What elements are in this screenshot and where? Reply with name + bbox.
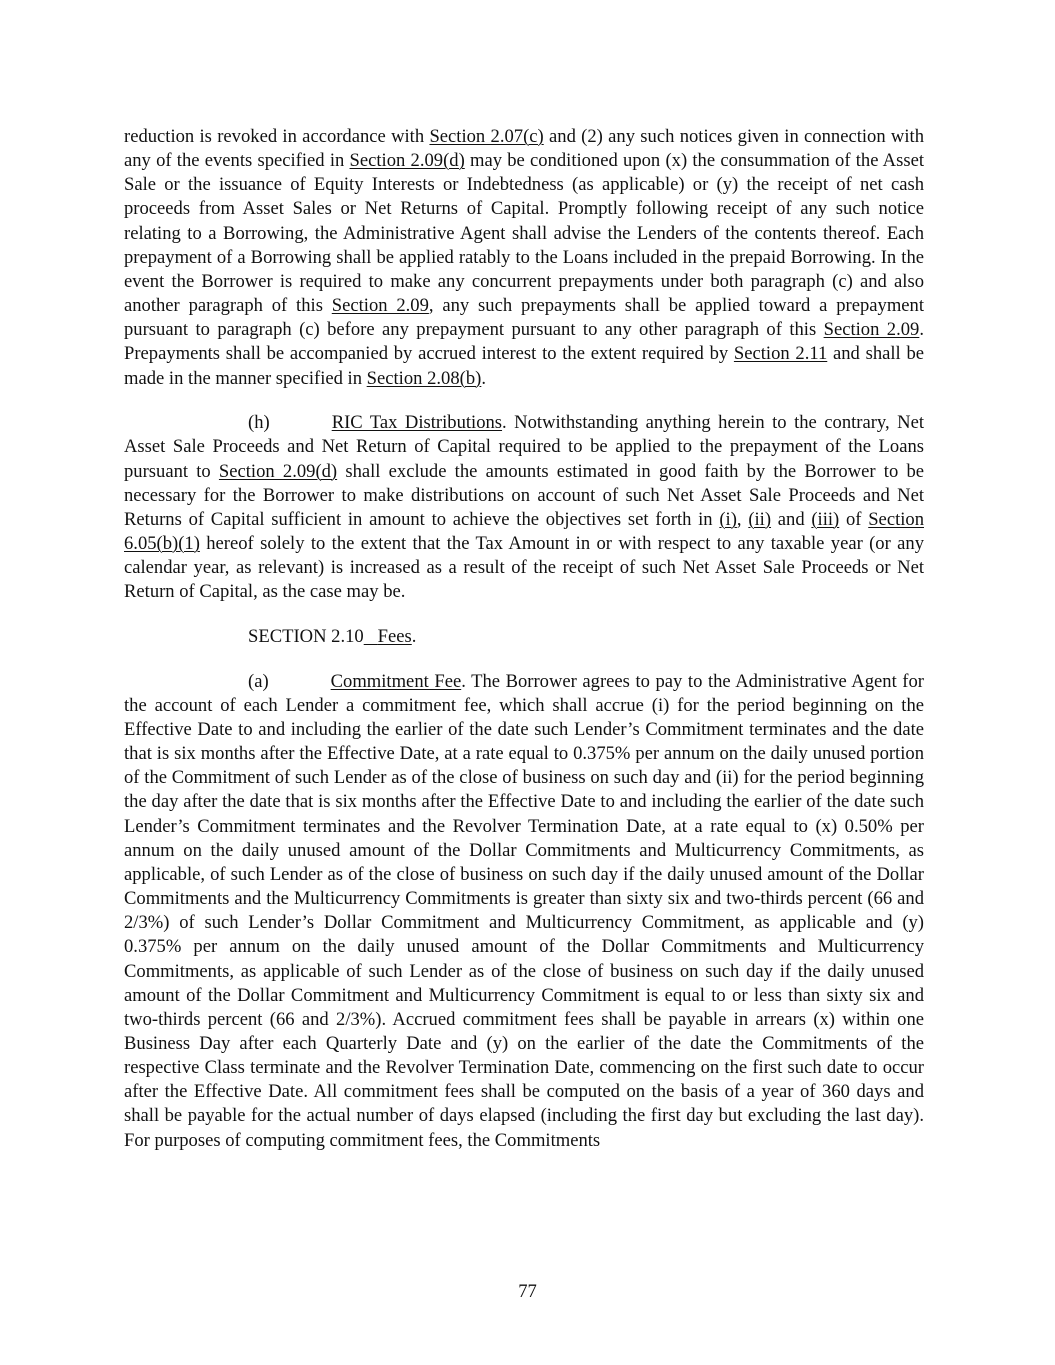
text-span: hereof solely to the extent that the Tax Amount in or with respect to any taxable year (or any calendar year, as relevant) is increased as a result of the receipt of such Net Asset Sale Proceeds or Net Return of Capital, as the case may be. xyxy=(124,533,924,603)
cross-reference: Section 2.09 xyxy=(823,319,920,341)
text-span: shall exclude the amounts estimated in good faith by the Borrower to be necessary for the Borrower to make distributions on account of such Net Asset Sale Proceeds and Net Returns of Capital sufficient in amount to achieve the objectives set forth in xyxy=(124,460,925,530)
cross-reference: Section 2.09 xyxy=(331,295,429,317)
cross-reference: (ii) xyxy=(748,508,772,530)
text-span: , xyxy=(736,508,749,530)
cross-reference: Section 2.08(b) xyxy=(366,367,482,389)
section-heading xyxy=(124,625,924,649)
text-span: . xyxy=(481,367,486,389)
text-span: . Notwithstanding anything herein to the contrary, Net Asset Sale Proceeds and Net Return of Capital required to be applied to the prepayment of the Loans pursuant to xyxy=(124,412,924,482)
text-span: reduction is revoked in accordance with xyxy=(124,126,430,147)
paragraph-continuation xyxy=(124,125,924,391)
document-page xyxy=(124,125,924,1153)
paragraph-h-ric-tax-distributions xyxy=(124,411,924,604)
paragraph-label: (h) xyxy=(248,412,270,434)
section-title: Fees xyxy=(377,625,412,647)
text-span: and xyxy=(771,508,812,530)
cross-reference: Section 2.11 xyxy=(733,343,828,365)
paragraph-heading: Commitment Fee xyxy=(330,670,462,692)
paragraph-a-commitment-fee xyxy=(124,670,924,1153)
cross-reference: Section 2.09(d) xyxy=(349,150,465,172)
cross-reference: Section 6.05(b)(1) xyxy=(124,508,924,554)
cross-reference: Section 2.09(d) xyxy=(218,460,338,482)
text-span: . xyxy=(411,625,417,647)
text-span: of xyxy=(839,508,869,530)
text-span: . Prepayments shall be accompanied by accrued interest to the extent required by xyxy=(124,319,924,365)
text-span: , any such prepayments shall be applied toward a prepayment pursuant to paragraph (c) before any prepayment pursuant to any other paragraph of this xyxy=(124,295,924,341)
paragraph-heading: RIC Tax Distributions xyxy=(331,412,503,434)
section-number: SECTION 2.10 xyxy=(248,625,364,647)
text-span: may be conditioned upon (x) the consummation of the Asset Sale or the issuance of Equity Interests or Indebtedness (as applicable) or (y) the receipt of net cash proceeds from Asset Sales or Net Returns of Capital. Promptly following receipt of any such notice relating to a Borrowing, the Administrative Agent shall advise the Lenders of the contents thereof. Each prepayment of a Borrowing shall be applied ratably to the Loans included in the prepaid Borrowing. In the event the Borrower is required to make any concurrent prepayments under both paragraph (c) and also another paragraph of this xyxy=(124,150,924,317)
cross-reference: (i) xyxy=(719,508,737,530)
paragraph-label: (a) xyxy=(248,670,269,692)
cross-reference: (iii) xyxy=(811,508,840,530)
page-number: 77 xyxy=(518,1281,537,1302)
text-span: and shall be made in the manner specified in xyxy=(124,343,924,389)
text-span: . The Borrower agrees to pay to the Administrative Agent for the account of each Lender a commitment fee, which shall accrue (i) for the period beginning on the Effective Date to and including the earlier of the date such Lender’s Commitment terminates and the date that is six months after the Effective Date, at a rate equal to 0.375% per annum on the daily unused portion of the Commitment of such Lender as of the close of business on such day and (ii) for the period beginning the day after the date that is six months after the Effective Date to and including the earlier of the date such Lender’s Commitment terminates and the Revolver Termination Date, at a rate equal to (x) 0.50% per annum on the daily unused amount of the Dollar Commitments and Multicurrency Commitments, as applicable, of such Lender as of the close of business on such day if the daily unused amount of the Dollar Commitments and the Multicurrency Commitments is greater than sixty six and two-thirds percent (66 and 2/3%) of such Lender’s Dollar Commitment and Multicurrency Commitment, as applicable and (y) 0.375% per annum on the daily unused amount of the Dollar Commitments and Multicurrency Commitments, as applicable of such Lender as of the close of business on such day if the daily unused amount of the Dollar Commitment and Multicurrency Commitment is equal to or less than sixty six and two-thirds percent (66 and 2/3%). Accrued commitment fees shall be payable in arrears (x) within one Business Day after each Quarterly Date and (y) on the earlier of the date the Commitments of the respective Class terminate and the Revolver Termination Date, commencing on the first such date to occur after the Effective Date. All commitment fees shall be computed on the basis of a year of 360 days and shall be payable for the actual number of days elapsed (including the first day but excluding the last day). For purposes of computing commitment fees, the Commitments xyxy=(124,670,924,1151)
section-heading-gap xyxy=(364,626,378,647)
text-span: and (2) any such notices given in connection with any of the events specified in xyxy=(124,126,924,172)
cross-reference: Section 2.07(c) xyxy=(429,126,544,147)
